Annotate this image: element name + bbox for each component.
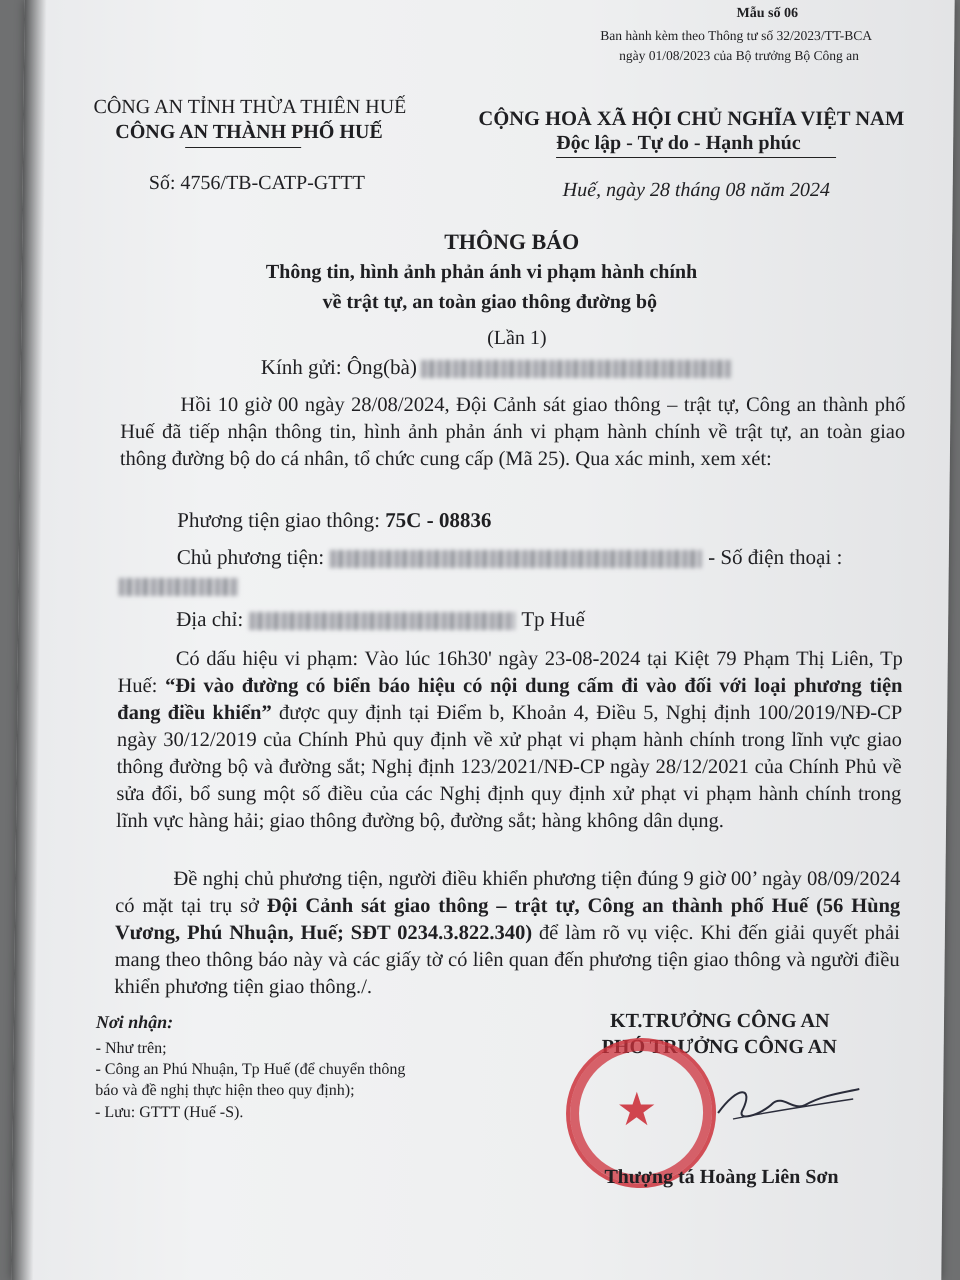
star-icon: ★	[615, 1084, 658, 1135]
violation-prefix: Có dấu hiệu vi phạm: Vào lúc 16h30' ngày 23-08-2024 tại Kiệt 79 Phạm Thị Liên, Tp Huế:	[117, 648, 903, 697]
notice-title: THÔNG BÁO	[444, 229, 580, 254]
intro-paragraph: Hồi 10 giờ 00 ngày 28/08/2024, Đội Cảnh sát giao thông – trật tự, Công an thành phố Huế đã tiếp nhận thông tin, hình ảnh phản ánh vi phạm hành chính về trật tự, an toàn giao thông đường bộ do cá nhân, tổ chức cung cấp (Mã 25). Qua xác minh, xem xét:	[119, 394, 906, 470]
recipient-item: báo và đề nghị thực hiện theo quy định);	[95, 1082, 355, 1099]
address-label: Địa chỉ:	[176, 607, 244, 631]
redacted-owner	[330, 550, 702, 568]
request-rest: để làm rõ vụ việc. Khi đến giải quyết phải mang theo thông báo này và các giấy tờ có liên quan đến phương tiện giao thông và người điều khiển phương tiện giao thông./.	[114, 922, 901, 998]
agency-name: CÔNG AN THÀNH PHỐ HUẾ	[115, 121, 383, 143]
phone-value	[118, 578, 238, 596]
agency-parent: CÔNG AN TỈNH THỪA THIÊN HUẾ	[93, 96, 407, 118]
owner-line	[177, 545, 843, 570]
request-paragraph	[114, 866, 900, 1001]
nation-motto: Độc lập - Tự do - Hạnh phúc	[556, 132, 801, 154]
greeting-label: Kính gửi: Ông(bà)	[260, 355, 418, 379]
recipient-item: - Lưu: GTTT (Huế -S).	[94, 1104, 244, 1121]
phone-label: - Số điện thoại :	[708, 545, 843, 569]
request-prefix: Đề nghị chủ phương tiện, người điều khiển phương tiện đúng 9 giờ 00’ ngày 08/09/2024 có mặt tại trụ sở	[115, 868, 901, 917]
form-issued-line2: ngày 01/08/2023 của Bộ trưởng Bộ Công an	[619, 48, 860, 63]
recipient-item: - Như trên;	[95, 1040, 167, 1057]
agency-underline	[185, 147, 301, 148]
motto-underline	[556, 157, 836, 158]
notice-attempt: (Lần 1)	[487, 327, 547, 349]
redacted-address	[249, 612, 515, 630]
redacted-name	[421, 360, 731, 378]
document-page	[11, 0, 954, 1280]
handwritten-signature	[713, 1075, 864, 1130]
vehicle-plate: 75C - 08836	[385, 508, 492, 532]
notice-subtitle-2: về trật tự, an toàn giao thông đường bộ	[322, 291, 658, 313]
vehicle-line	[177, 508, 491, 533]
recipient-item: - Công an Phú Nhuận, Tp Huế (để chuyển thông	[95, 1061, 406, 1078]
signer-name: Thượng tá Hoàng Liên Sơn	[604, 1166, 839, 1188]
nation-title: CỘNG HOÀ XÃ HỘI CHỦ NGHĨA VIỆT NAM	[478, 108, 905, 130]
recipients-title: Nơi nhận:	[95, 1012, 174, 1032]
violation-description: “Đi vào đường có biển báo hiệu có nội dung cấm đi vào đối với loại phương tiện đang điều khiển”	[117, 675, 903, 724]
redacted-phone	[118, 578, 238, 596]
form-issued-line1: Ban hành kèm theo Thông tư số 32/2023/TT-BCA	[600, 28, 873, 43]
address-line	[176, 607, 585, 632]
page-shadow	[11, 0, 46, 1280]
request-location: Đội Cảnh sát giao thông – trật tự, Công an thành phố Huế (56 Hùng Vương, Phú Nhuận, Huế; SĐT 0234.3.822.340)	[114, 895, 901, 944]
signature-line-1: KT.TRƯỞNG CÔNG AN	[609, 1010, 830, 1032]
vehicle-label: Phương tiện giao thông:	[177, 508, 381, 532]
address-city: Tp Huế	[521, 607, 585, 631]
doc-number: Số: 4756/TB-CATP-GTTT	[148, 172, 366, 194]
violation-paragraph	[116, 646, 903, 835]
violation-legal-basis: được quy định tại Điểm b, Khoản 4, Điều 5, Nghị định 100/2019/NĐ-CP ngày 30/12/2019 của Chính Phủ quy định về xử phạt vi phạm hành chính trong lĩnh vực giao thông đường bộ và đường sắt; Nghị định 123/2021/NĐ-CP ngày 28/12/2021 của Chính Phủ về sửa đổi, bổ sung một số điều của các Nghị định quy định xử phạt vi phạm hành chính trong lĩnh vực hàng hải; giao thông đường bộ, đường sắt; hàng không dân dụng.	[115, 702, 903, 832]
signature-line-2: PHÓ TRƯỞNG CÔNG AN	[601, 1036, 837, 1058]
notice-subtitle-1: Thông tin, hình ảnh phản ánh vi phạm hành chính	[265, 261, 698, 283]
form-number: Mẫu số 06	[736, 6, 799, 21]
place-date: Huế, ngày 28 tháng 08 năm 2024	[562, 179, 831, 201]
greeting	[261, 355, 731, 380]
owner-label: Chủ phương tiện:	[176, 545, 325, 569]
